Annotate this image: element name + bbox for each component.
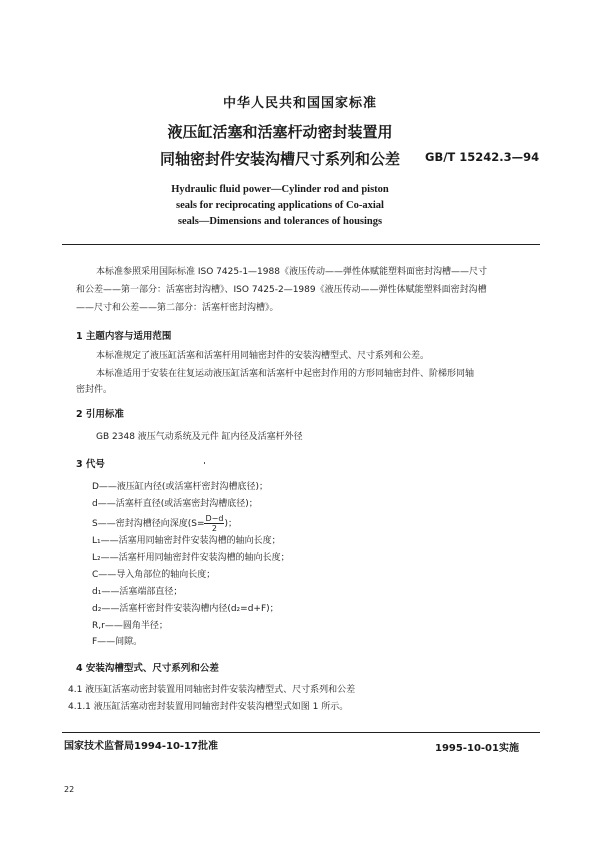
implementation-date: 1995-10-01实施 — [435, 743, 519, 754]
section-1-paragraph-1: 本标准规定了液压缸活塞和活塞杆用同轴密封件的安装沟槽型式、尺寸系列和公差。 — [96, 351, 430, 361]
standard-code: GB/T 15242.3—94 — [425, 150, 540, 164]
fraction-numerator: D−d — [205, 514, 224, 523]
scan-speck — [204, 462, 205, 464]
section-2-heading: 2 引用标准 — [76, 409, 124, 420]
section-1-paragraph-2-line-2: 密封件。 — [76, 385, 113, 395]
section-1-paragraph-2-line-1: 本标准适用于安装在往复运动液压缸活塞和活塞杆中起密封作用的方形同轴密封件、阶梯形同轴 — [96, 369, 475, 379]
symbol-L2: L₂——活塞杆用同轴密封件安装沟槽的轴向长度； — [92, 553, 290, 563]
fraction-tail: )； — [224, 519, 237, 529]
intro-line-2: 和公差——第一部分：活塞密封沟槽》、ISO 7425-2—1989《液压传动——弹性体赋能塑料面密封沟槽 — [76, 285, 487, 295]
section-1-heading: 1 主题内容与适用范围 — [76, 331, 172, 342]
approval-date: 国家技术监督局1994-10-17批准 — [64, 741, 218, 752]
referenced-standard: GB 2348 液压气动系统及元件 缸内径及活塞杆外径 — [96, 432, 303, 442]
english-title-line-2: seals for reciprocating applications of Co-axial — [176, 200, 384, 211]
chinese-title-line-1: 液压缸活塞和活塞杆动密封装置用 — [167, 123, 393, 141]
symbol-L1: L₁——活塞用同轴密封件安装沟槽的轴向长度； — [92, 536, 281, 546]
chinese-title-line-2: 同轴密封件安装沟槽尺寸系列和公差 — [159, 150, 400, 168]
issuing-country-title: 中华人民共和国国家标准 — [222, 96, 377, 111]
clause-4-1: 4.1 液压缸活塞动密封装置用同轴密封件安装沟槽型式、尺寸系列和公差 — [68, 685, 356, 695]
intro-line-1: 本标准参照采用国际标准 ISO 7425-1—1988《液压传动——弹性体赋能塑料面密封沟槽——尺寸 — [96, 267, 487, 277]
english-title-line-1: Hydraulic fluid power—Cylinder rod and piston — [171, 184, 389, 195]
symbol-d: d——活塞杆直径(或活塞密封沟槽底径)； — [92, 499, 258, 509]
symbol-R-r: R,r——圆角半径； — [92, 621, 168, 631]
symbol-d1: d₁——活塞端部直径； — [92, 587, 183, 597]
symbol-d2: d₂——活塞杆密封件安装沟槽内径(d₂=d+F)； — [92, 604, 279, 614]
clause-4-1-1: 4.1.1 液压缸活塞动密封装置用同轴密封件安装沟槽型式如图 1 所示。 — [68, 702, 349, 712]
footer-divider — [62, 732, 540, 733]
header-divider — [62, 244, 540, 245]
symbol-S — [92, 514, 237, 533]
fraction-denominator: 2 — [211, 524, 217, 533]
page-number: 22 — [64, 785, 75, 794]
symbol-S-text: S——密封沟槽径向深度(S= — [92, 519, 205, 529]
symbol-C: C——导入角部位的轴向长度； — [92, 570, 216, 580]
symbol-D: D——液压缸内径(或活塞杆密封沟槽底径)； — [92, 482, 268, 492]
english-title-line-3: seals—Dimensions and tolerances of housings — [177, 216, 383, 227]
depth-fraction — [204, 514, 224, 533]
section-3-heading: 3 代号 — [76, 459, 105, 470]
symbol-F: F——间隙。 — [92, 637, 143, 647]
intro-line-3: ——尺寸和公差——第二部分：活塞杆密封沟槽》。 — [76, 303, 279, 313]
section-4-heading: 4 安装沟槽型式、尺寸系列和公差 — [76, 663, 219, 674]
